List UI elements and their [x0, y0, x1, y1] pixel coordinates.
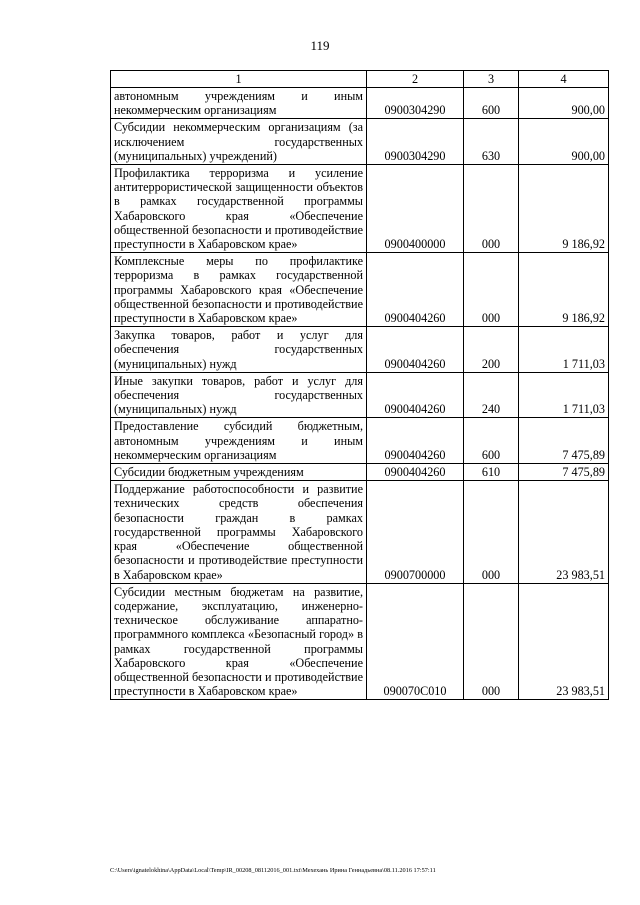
- row-sum-cell: 23 983,51: [519, 481, 609, 583]
- row-sum-cell: 7 475,89: [519, 464, 609, 481]
- file-path-footer: C:\Users\ignatelokhina\AppData\Local\Temp\IR_00208_08112016_001.txt\Мехехань Ирина Геннадьевна\08.11.2016 17:57:11: [110, 867, 436, 874]
- row-sum-cell: 900,00: [519, 88, 609, 119]
- row-sum-cell: 9 186,92: [519, 165, 609, 253]
- table-row: [111, 119, 609, 165]
- row-code-cell: 0900304290: [367, 88, 464, 119]
- row-vr-cell: 000: [464, 481, 519, 583]
- row-vr-cell: 600: [464, 418, 519, 464]
- table-row: [111, 327, 609, 373]
- row-code-cell: 0900700000: [367, 481, 464, 583]
- row-sum-cell: 1 711,03: [519, 327, 609, 373]
- row-code-cell: 0900304290: [367, 119, 464, 165]
- column-header-3: 3: [464, 71, 519, 88]
- row-code-cell: 0900404260: [367, 253, 464, 327]
- row-vr-cell: 000: [464, 165, 519, 253]
- page-number: 119: [310, 38, 330, 53]
- row-name-cell: Закупка товаров, работ и услуг для обеспечения государственных (муниципальных) нужд: [111, 327, 367, 373]
- row-vr-cell: 000: [464, 583, 519, 700]
- row-sum-cell: 1 711,03: [519, 372, 609, 418]
- row-name-cell: Субсидии местным бюджетам на развитие, содержание, эксплуатацию, инженерно-техническое обслуживание аппаратно-программного комплекса «Безопасный город» в рамках государственной программы Хабаровского края «Обеспечение общественной безопасности и противодействие преступности в Хабаровском крае»: [111, 583, 367, 700]
- row-name-cell: Субсидии некоммерческим организациям (за исключением государственных (муниципальных) учреждений): [111, 119, 367, 165]
- row-name-cell: Комплексные меры по профилактике терроризма в рамках государственной программы Хабаровского края «Обеспечение общественной безопасности и противодействие преступности в Хабаровском крае»: [111, 253, 367, 327]
- row-name-cell: Профилактика терроризма и усиление антитеррористической защищенности объектов в рамках государственной программы Хабаровского края «Обеспечение общественной безопасности и противодействие преступности в Хабаровском крае»: [111, 165, 367, 253]
- row-code-cell: 0900404260: [367, 464, 464, 481]
- row-vr-cell: 600: [464, 88, 519, 119]
- table-row: [111, 88, 609, 119]
- row-vr-cell: 200: [464, 327, 519, 373]
- row-sum-cell: 7 475,89: [519, 418, 609, 464]
- table-row: [111, 253, 609, 327]
- table-header-row: [111, 71, 609, 88]
- row-vr-cell: 610: [464, 464, 519, 481]
- row-name-cell: автономным учреждениям и иным некоммерческим организациям: [111, 88, 367, 119]
- table-row: [111, 583, 609, 700]
- column-header-1: 1: [111, 71, 367, 88]
- row-code-cell: 0900400000: [367, 165, 464, 253]
- row-code-cell: 0900404260: [367, 372, 464, 418]
- column-header-4: 4: [519, 71, 609, 88]
- row-name-cell: Субсидии бюджетным учреждениям: [111, 464, 367, 481]
- column-header-2: 2: [367, 71, 464, 88]
- table-row: [111, 372, 609, 418]
- row-name-cell: Поддержание работоспособности и развитие технических средств обеспечения безопасности граждан в рамках государственной программы Хабаровского края «Обеспечение общественной безопасности и противодействие преступности в Хабаровском крае»: [111, 481, 367, 583]
- row-sum-cell: 900,00: [519, 119, 609, 165]
- row-code-cell: 090070С010: [367, 583, 464, 700]
- table-row: [111, 418, 609, 464]
- row-vr-cell: 240: [464, 372, 519, 418]
- row-name-cell: Предоставление субсидий бюджетным, автономным учреждениям и иным некоммерческим организациям: [111, 418, 367, 464]
- row-name-cell: Иные закупки товаров, работ и услуг для обеспечения государственных (муниципальных) нужд: [111, 372, 367, 418]
- row-sum-cell: 23 983,51: [519, 583, 609, 700]
- table-row: [111, 165, 609, 253]
- row-code-cell: 0900404260: [367, 418, 464, 464]
- row-vr-cell: 000: [464, 253, 519, 327]
- row-sum-cell: 9 186,92: [519, 253, 609, 327]
- row-code-cell: 0900404260: [367, 327, 464, 373]
- table-row: [111, 464, 609, 481]
- budget-table: [110, 70, 609, 700]
- row-vr-cell: 630: [464, 119, 519, 165]
- table-row: [111, 481, 609, 583]
